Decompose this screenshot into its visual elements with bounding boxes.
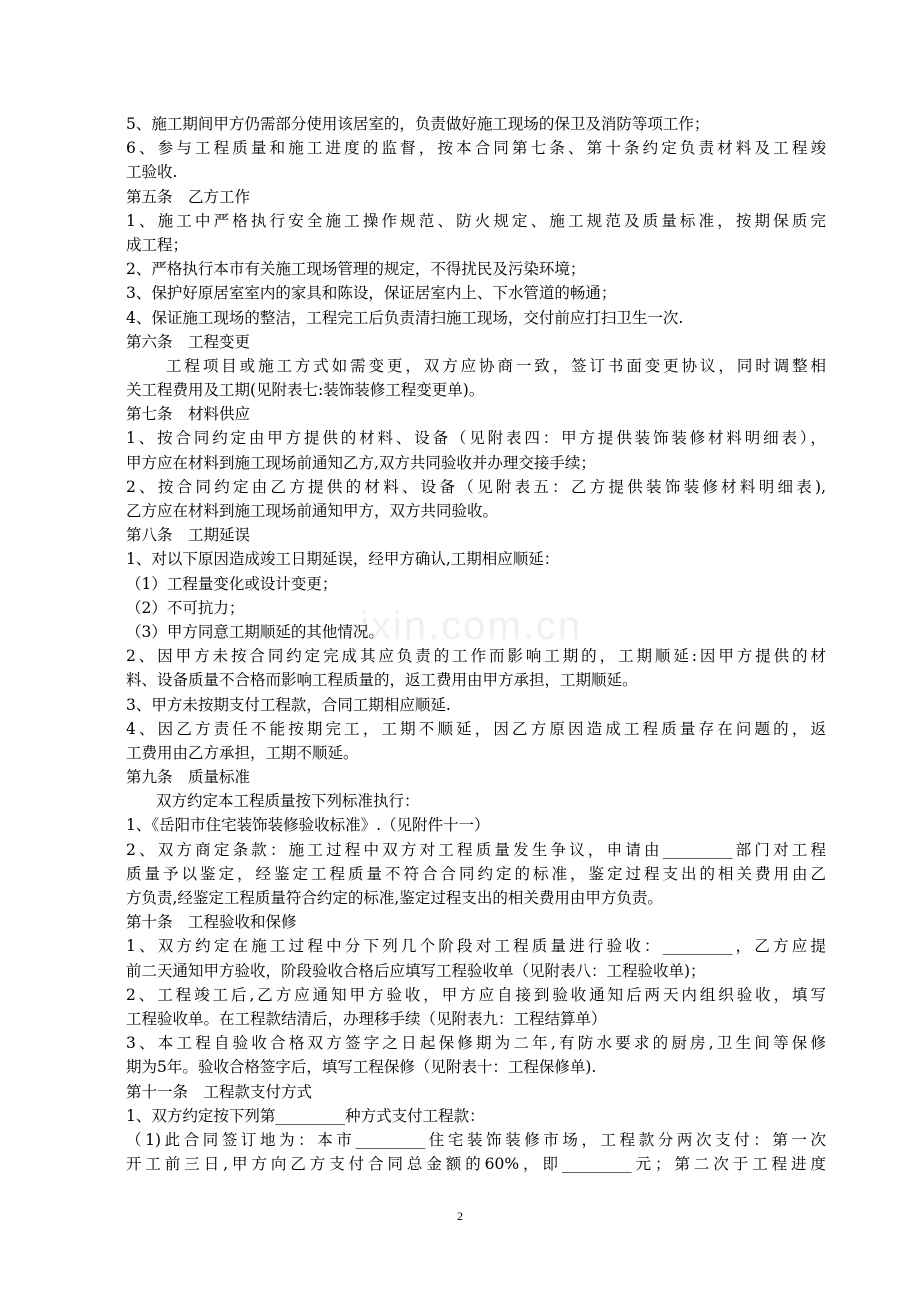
watermark: ixin.com.cn xyxy=(360,604,583,648)
text-line: 工验收. xyxy=(126,163,178,182)
page-number: 2 xyxy=(457,1209,463,1223)
text-line: （1）工程量变化或设计变更； xyxy=(126,574,338,593)
text-line: 质量予以鉴定，经鉴定工程质量不符合合同约定的标准，鉴定过程支出的相关费用由乙 xyxy=(126,864,826,883)
text-line: 方负责,经鉴定工程质量符合约定的标准,鉴定过程支出的相关费用由甲方负责。 xyxy=(126,889,663,907)
text-line: 1、《岳阳市住宅装饰装修验收标准》.（见附件十一） xyxy=(126,816,490,835)
text-line: 1、双方约定在施工过程中分下列几个阶段对工程质量进行验收：_________，乙方应提 xyxy=(126,937,826,956)
text-line: 1、施工中严格执行安全施工操作规范、防火规定、施工规范及质量标准，按期保质完 xyxy=(126,211,826,230)
text-line: 5、施工期间甲方仍需部分使用该居室的，负责做好施工现场的保卫及消防等项工作； xyxy=(126,115,710,133)
text-line: 1、双方约定按下列第_________种方式支付工程款： xyxy=(126,1106,485,1125)
text-line: 甲方应在材料到施工现场前通知乙方,双方共同验收并办理交接手续； xyxy=(126,453,596,472)
text-line: 2、按合同约定由乙方提供的材料、设备（见附表五：乙方提供装饰装修材料明细表), xyxy=(126,477,826,496)
text-line: 6、参与工程质量和施工进度的监督，按本合同第七条、第十条约定负责材料及工程竣 xyxy=(126,139,826,158)
text-line: 第七条 材料供应 xyxy=(126,405,251,424)
text-line: 工程验收单。在工程款结清后，办理移手续（见附表九：工程结算单） xyxy=(126,1009,607,1028)
text-line: 成工程； xyxy=(126,235,189,254)
text-line: 第六条 工程变更 xyxy=(126,332,251,351)
text-line: 关工程费用及工期(见附表七:装饰装修工程变更单)。 xyxy=(126,381,485,400)
text-line: 2、双方商定条款：施工过程中双方对工程质量发生争议，申请由_________部门对工程 xyxy=(126,840,826,859)
text-line: 第九条 质量标准 xyxy=(126,768,251,787)
document-body xyxy=(126,112,826,1176)
text-line: （3）甲方同意工期顺延的其他情况。 xyxy=(126,622,384,641)
text-line: 2、因甲方未按合同约定完成其应负责的工作而影响工期的，工期顺延:因甲方提供的材 xyxy=(126,647,826,666)
text-line: 3、本工程自验收合格双方签字之日起保修期为二年,有防水要求的厨房,卫生间等保修 xyxy=(126,1034,826,1053)
text-line: 工程项目或施工方式如需变更，双方应协商一致，签订书面变更协议，同时调整相 xyxy=(166,356,826,375)
text-line: 第八条 工期延误 xyxy=(126,526,251,545)
text-line: 工费用由乙方承担，工期不顺延。 xyxy=(126,743,359,762)
text-line: 开工前三日,甲方向乙方支付合同总金额的60%，即_________元；第二次于工程进度 xyxy=(126,1155,826,1174)
text-line: 第十条 工程验收和保修 xyxy=(126,913,297,932)
text-line: 3、甲方未按期支付工程款，合同工期相应顺延. xyxy=(126,695,451,714)
text-line: 前二天通知甲方验收，阶段验收合格后应填写工程验收单（见附表八：工程验收单)； xyxy=(126,961,706,980)
text-line: 第五条 乙方工作 xyxy=(126,187,251,206)
text-line: 1、对以下原因造成竣工日期延误，经甲方确认,工期相应顺延： xyxy=(126,550,560,569)
text-line: 4、保证施工现场的整洁，工程完工后负责清扫施工现场，交付前应打扫卫生一次. xyxy=(126,308,684,327)
text-line: 期为5年。验收合格签字后，填写工程保修（见附表十：工程保修单). xyxy=(126,1058,597,1077)
text-line: 2、工程竣工后,乙方应通知甲方验收，甲方应自接到验收通知后两天内组织验收，填写 xyxy=(126,985,826,1004)
text-line: 乙方应在材料到施工现场前通知甲方，双方共同验收。 xyxy=(126,502,499,520)
text-line: 4、因乙方责任不能按期完工，工期不顺延，因乙方原因造成工程质量存在问题的，返 xyxy=(126,719,826,738)
text-line: 双方约定本工程质量按下列标准执行： xyxy=(156,792,420,811)
text-line: 1、按合同约定由甲方提供的材料、设备（见附表四：甲方提供装饰装修材料明细表）， xyxy=(126,429,826,448)
text-line: （2）不可抗力； xyxy=(126,598,245,617)
text-line: 2、严格执行本市有关施工现场管理的规定，不得扰民及污染环境； xyxy=(126,260,586,279)
text-line: 料、设备质量不合格而影响工程质量的，返工费用由甲方承担，工期顺延。 xyxy=(126,671,638,690)
text-line: 第十一条 工程款支付方式 xyxy=(126,1082,313,1101)
text-line: 3、保护好原居室室内的家具和陈设，保证居室内上、下水管道的畅通； xyxy=(126,284,617,303)
text-line: （1)此合同签订地为：本市_________住宅装饰装修市场，工程款分两次支付：第一次 xyxy=(126,1130,826,1149)
